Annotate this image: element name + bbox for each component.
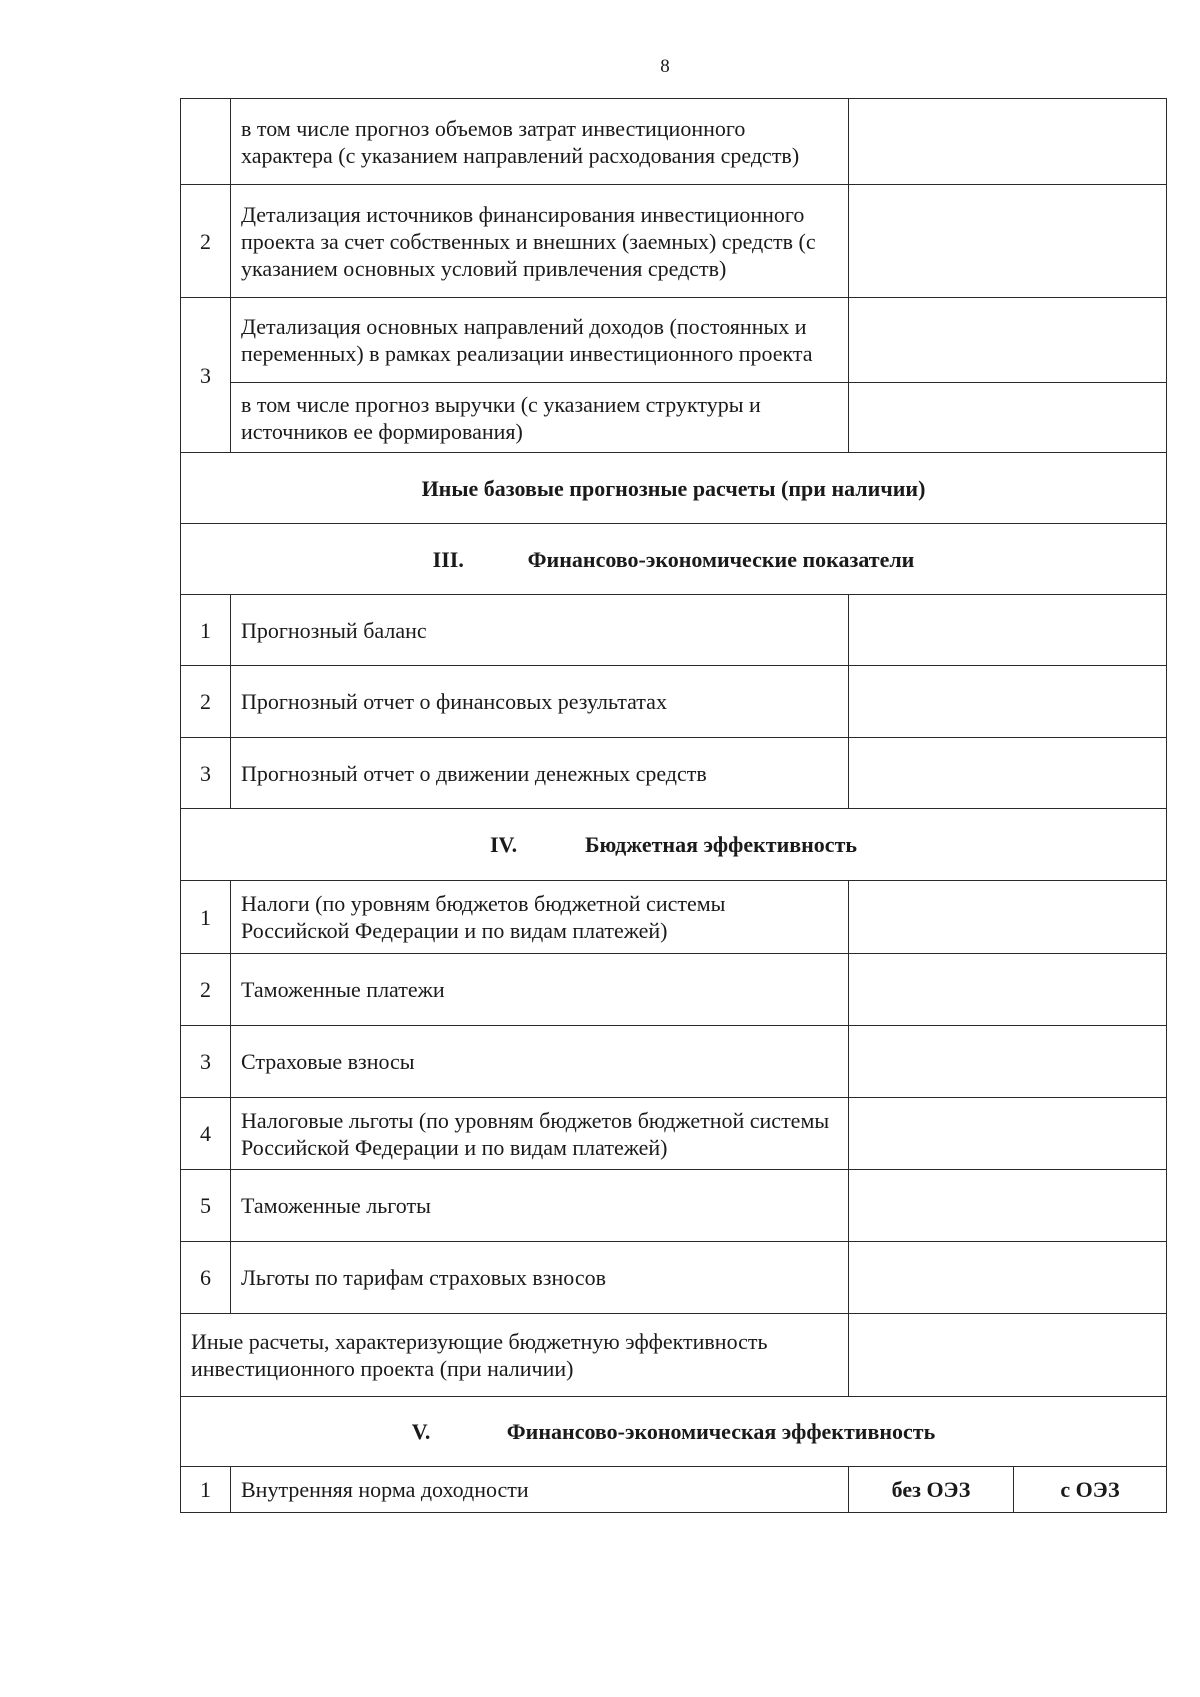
table-row — [181, 1314, 1167, 1397]
without-sez-column: без ОЭЗ — [849, 1467, 1014, 1513]
row-text: Таможенные платежи — [231, 954, 849, 1026]
table-row — [181, 383, 1167, 453]
value-cell — [849, 1026, 1167, 1098]
row-text: Налоговые льготы (по уровням бюджетов бюджетной системы Российской Федерации и по видам платежей) — [231, 1098, 849, 1170]
row-number: 2 — [181, 185, 231, 298]
value-cell — [849, 1242, 1167, 1314]
row-text: Прогнозный отчет о финансовых результатах — [231, 666, 849, 738]
row-text: Детализация основных направлений доходов (постоянных и переменных) в рамках реализации инвестиционного проекта — [231, 298, 849, 383]
value-cell — [849, 1170, 1167, 1242]
value-cell — [849, 595, 1167, 666]
table-row — [181, 595, 1167, 666]
row-text: Детализация источников финансирования инвестиционного проекта за счет собственных и внешних (заемных) средств (с указанием основных условий привлечения средств) — [231, 185, 849, 298]
row-text: Страховые взносы — [231, 1026, 849, 1098]
table-row — [181, 1242, 1167, 1314]
other-budget-calculations: Иные расчеты, характеризующие бюджетную эффективность инвестиционного проекта (при наличии) — [181, 1314, 849, 1397]
row-number: 2 — [181, 954, 231, 1026]
row-text: Прогнозный отчет о движении денежных средств — [231, 738, 849, 809]
section-5-numeral: V. — [411, 1419, 431, 1444]
row-number: 3 — [181, 738, 231, 809]
row-text: Таможенные льготы — [231, 1170, 849, 1242]
section-3-heading — [181, 524, 1167, 595]
row-text: Льготы по тарифам страховых взносов — [231, 1242, 849, 1314]
row-number: 1 — [181, 595, 231, 666]
row-number: 5 — [181, 1170, 231, 1242]
row-text: в том числе прогноз объемов затрат инвестиционного характера (с указанием направлений расходования средств) — [231, 99, 849, 185]
other-base-calculations: Иные базовые прогнозные расчеты (при наличии) — [181, 453, 1167, 524]
table-row — [181, 99, 1167, 185]
value-cell — [849, 881, 1167, 954]
row-number: 1 — [181, 881, 231, 954]
table-row — [181, 1026, 1167, 1098]
section-5-title: Финансово-экономическая эффективность — [506, 1419, 936, 1444]
section-4-title: Бюджетная эффективность — [584, 832, 858, 857]
value-cell — [849, 298, 1167, 383]
section-4-numeral: IV. — [489, 832, 518, 857]
table-row — [181, 954, 1167, 1026]
row-text: Налоги (по уровням бюджетов бюджетной системы Российской Федерации и по видам платежей) — [231, 881, 849, 954]
section-5-heading — [181, 1397, 1167, 1467]
value-cell — [849, 99, 1167, 185]
row-number: 2 — [181, 666, 231, 738]
row-number: 6 — [181, 1242, 231, 1314]
row-number: 4 — [181, 1098, 231, 1170]
table-row — [181, 666, 1167, 738]
row-number: 3 — [181, 1026, 231, 1098]
section-heading-row — [181, 524, 1167, 595]
table-row — [181, 881, 1167, 954]
row-text: Прогнозный баланс — [231, 595, 849, 666]
value-cell — [849, 185, 1167, 298]
section-3-numeral: III. — [432, 546, 464, 572]
with-sez-column: с ОЭЗ — [1014, 1467, 1167, 1513]
section-4-heading — [181, 809, 1167, 881]
table-row — [181, 453, 1167, 524]
project-indicators-table — [180, 98, 1167, 1513]
value-cell — [849, 1098, 1167, 1170]
value-cell — [849, 666, 1167, 738]
row-number: 1 — [181, 1467, 231, 1513]
value-cell — [849, 1314, 1167, 1397]
value-cell — [849, 954, 1167, 1026]
row-number-cell — [181, 99, 231, 185]
table-row — [181, 1098, 1167, 1170]
row-number: 3 — [181, 298, 231, 453]
table-row — [181, 1467, 1167, 1513]
section-heading-row — [181, 1397, 1167, 1467]
row-text: в том числе прогноз выручки (с указанием структуры и источников ее формирования) — [231, 383, 849, 453]
section-3-title: Финансово-экономические показатели — [527, 546, 915, 572]
value-cell — [849, 383, 1167, 453]
section-heading-row — [181, 809, 1167, 881]
table-row — [181, 185, 1167, 298]
value-cell — [849, 738, 1167, 809]
page-number: 8 — [660, 56, 670, 77]
table-row — [181, 298, 1167, 383]
table-row — [181, 1170, 1167, 1242]
row-text: Внутренняя норма доходности — [231, 1467, 849, 1513]
table-row — [181, 738, 1167, 809]
